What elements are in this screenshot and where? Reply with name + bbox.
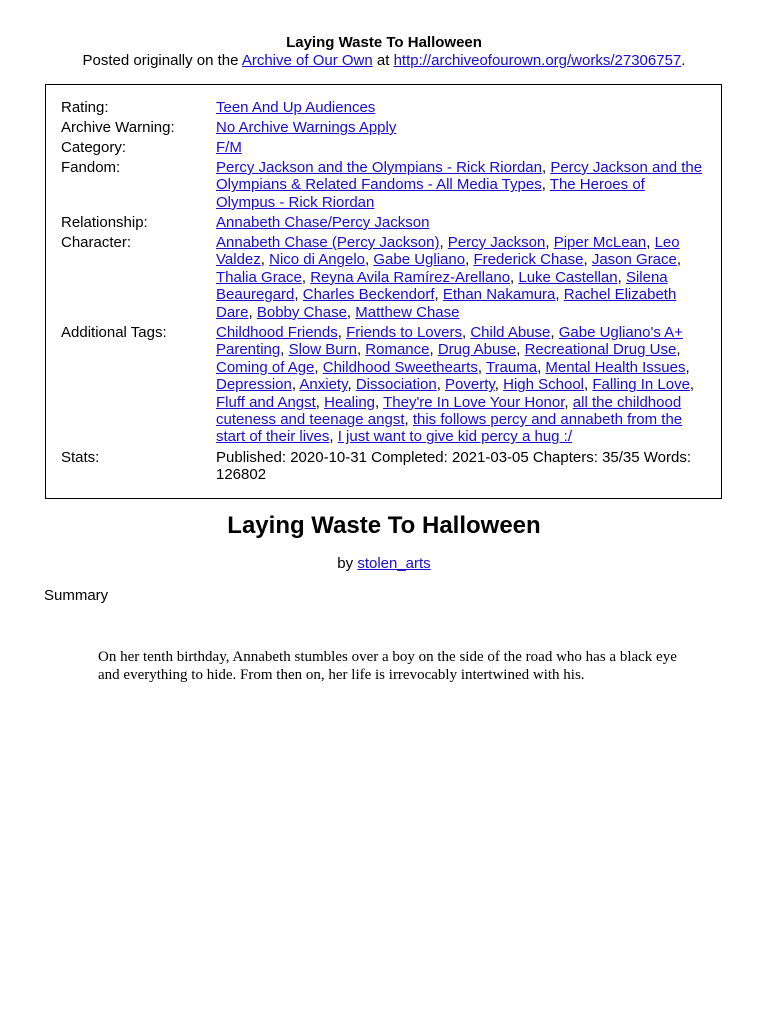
tag-link[interactable]: Recreational Drug Use [524,341,677,359]
category-link[interactable]: F/M [216,139,242,156]
character-link[interactable]: Bobby Chase [256,303,347,321]
character-link[interactable]: Nico di Angelo [269,251,366,269]
character-label: Character: [61,234,132,251]
fandom-link[interactable]: Percy Jackson and the Olympians & Related Fandoms - All Media Types [216,159,703,194]
summary-heading: Summary [44,587,109,604]
character-link[interactable]: Annabeth Chase (Percy Jackson) [216,234,440,251]
archive-warning-value [216,119,706,136]
tag-link[interactable]: Healing [324,393,376,411]
tag-link[interactable]: Trauma [485,358,538,376]
archive-warning-label: Archive Warning: [61,119,175,136]
character-link[interactable]: Silena Beauregard [216,268,668,304]
tag-link[interactable]: Romance [365,341,430,359]
stats-label: Stats: [61,449,100,466]
fandom-link[interactable]: The Heroes of Olympus - Rick Riordan [216,176,645,211]
tag-link[interactable]: High School [503,376,585,394]
tag-link[interactable]: Mental Health Issues [545,358,686,376]
character-link[interactable]: Reyna Avila Ramírez-Arellano [310,268,511,286]
tag-link[interactable]: I just want to give kid percy a hug :/ [337,428,573,446]
work-url-link[interactable]: http://archiveofourown.org/works/27306757 [393,52,682,69]
warning-link[interactable]: No Archive Warnings Apply [216,119,397,136]
additional-tags-label: Additional Tags: [61,324,167,341]
character-link[interactable]: Jason Grace [591,251,677,269]
stats-value: Published: 2020-10-31 Completed: 2021-03-05 Chapters: 35/35 Words: 126802 [216,449,692,484]
category-label: Category: [61,139,127,156]
posted-period: . [681,52,686,69]
tag-link[interactable]: They're In Love Your Honor [383,393,565,411]
character-value: Annabeth Chase (Percy Jackson), Percy Jackson, Piper McLean, Leo Valdez, Nico di Angelo, Gabe Ugliano, Frederick Chase, Jason Grace, Thalia Grace, Reyna Avila Ramírez-Arellano, Luke Castellan, Silena Beauregard, Charles Beckendorf, Ethan Nakamura, Rachel Elizabeth Dare, Bobby Chase, Matthew Chase [216,234,682,321]
byline [0,555,768,572]
tag-link[interactable]: Coming of Age [216,358,315,376]
fandom-link[interactable]: Percy Jackson and the Olympians - Rick Riordan [216,159,542,176]
tag-link[interactable]: Childhood Friends [216,324,338,341]
character-link[interactable]: Thalia Grace [216,268,302,286]
relationship-value [216,214,706,231]
character-link[interactable]: Matthew Chase [355,303,460,321]
fandom-value: Percy Jackson and the Olympians - Rick Riordan, Percy Jackson and the Olympians & Related Fandoms - All Media Types, The Heroes of Olympus - Rick Riordan [216,159,703,211]
rating-label: Rating: [61,99,109,116]
additional-tags-value: Childhood Friends, Friends to Lovers, Child Abuse, Gabe Ugliano's A+ Parenting, Slow Burn, Romance, Drug Abuse, Recreational Drug Use, Coming of Age, Childhood Sweethearts, Trauma, Mental Health Issues, Depression, Anxiety, Dissociation, Poverty, High School, Falling In Love, Fluff and Angst, Healing, They're In Love Your Honor, all the childhood cuteness and teenage angst, this follows percy and annabeth from the start of their lives, I just want to give kid percy a hug :/ [216,324,695,446]
character-link[interactable]: Percy Jackson [447,234,546,251]
character-link[interactable]: Luke Castellan [518,268,618,286]
tag-link[interactable]: Fluff and Angst [216,393,316,411]
character-link[interactable]: Charles Beckendorf [302,286,435,304]
tag-link[interactable]: Child Abuse [470,324,551,341]
byline-by: by [337,555,354,572]
character-link[interactable]: Rachel Elizabeth Dare [216,286,677,321]
posted-line [0,52,768,69]
archive-link[interactable]: Archive of Our Own [241,52,373,69]
character-link[interactable]: Piper McLean [553,234,647,251]
tag-link[interactable]: Childhood Sweethearts [322,358,478,376]
relationship-link[interactable]: Annabeth Chase/Percy Jackson [216,214,430,231]
tag-link[interactable]: Poverty [445,376,495,394]
document-title: Laying Waste To Halloween [286,34,482,51]
tag-link[interactable]: Slow Burn [288,341,357,359]
work-title: Laying Waste To Halloween [227,512,541,539]
character-link[interactable]: Ethan Nakamura [442,286,556,304]
tag-link[interactable]: Anxiety [299,376,348,394]
tag-link[interactable]: Gabe Ugliano's A+ Parenting [216,324,683,359]
posted-prefix: Posted originally on the [82,52,239,69]
character-link[interactable]: Gabe Ugliano [373,251,466,269]
category-value [216,139,706,156]
tag-link[interactable]: Falling In Love [592,376,690,394]
tag-link[interactable]: Dissociation [355,376,437,394]
tag-link[interactable]: all the childhood cuteness and teenage angst [216,393,682,429]
rating-link[interactable]: Teen And Up Audiences [216,99,376,116]
tag-link[interactable]: Drug Abuse [437,341,517,359]
character-link[interactable]: Leo Valdez [216,234,680,269]
summary-text: On her tenth birthday, Annabeth stumbles over a boy on the side of the road who has a black eye and everything to hide. From then on, her life is irrevocably intertwined with his. [98,649,677,683]
metadata-box [45,84,722,499]
posted-at: at [376,52,390,69]
tag-link[interactable]: Depression [216,376,292,394]
author-link[interactable]: stolen_arts [357,555,431,572]
character-link[interactable]: Frederick Chase [473,251,584,269]
relationship-label: Relationship: [61,214,148,231]
tag-link[interactable]: this follows percy and annabeth from the start of their lives [216,411,683,446]
fandom-label: Fandom: [61,159,121,176]
tag-link[interactable]: Friends to Lovers [346,324,462,341]
rating-value [216,99,706,116]
